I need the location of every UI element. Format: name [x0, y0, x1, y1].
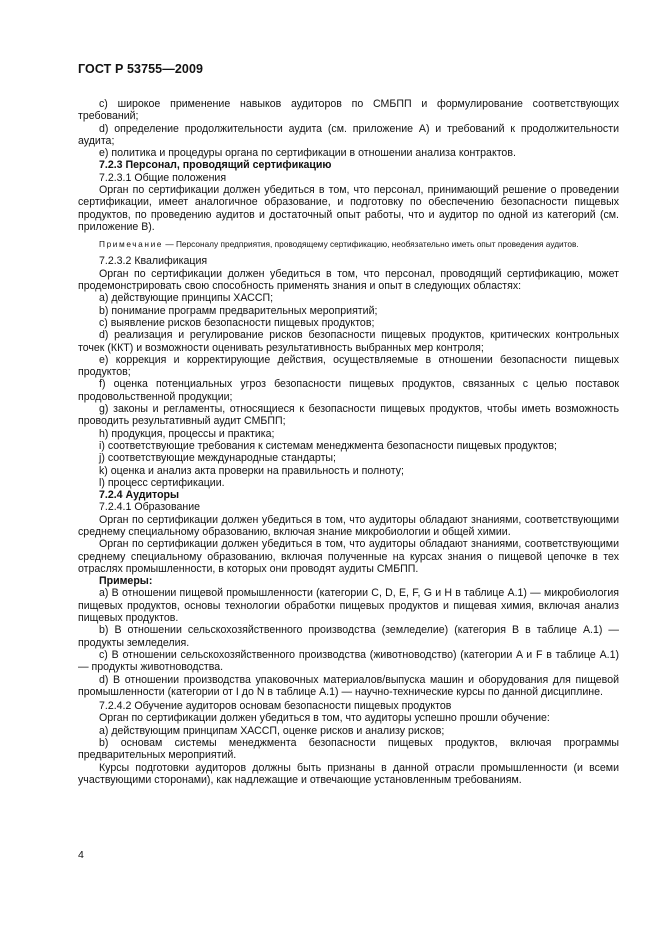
list-item: k) оценка и анализ акта проверки на правильность и полноту; [99, 464, 404, 477]
section-heading-7-2-3: 7.2.3 Персонал, проводящий сертификацию [99, 159, 332, 172]
note [78, 239, 619, 249]
paragraph: Курсы подготовки аудиторов должны быть признаны в данной отрасли промышленности (и всеми участвующими сторонами), как надлежащие и отвечающие установленным требованиям. [78, 761, 619, 786]
list-item: a) действующим принципам ХАССП, оценке рисков и анализу рисков; [99, 724, 445, 737]
subsection-heading-7-2-3-1: 7.2.3.1 Общие положения [99, 171, 227, 184]
paragraph: c) широкое применение навыков аудиторов по СМБПП и формулирование соответствующих требований; [78, 98, 619, 123]
page-content [78, 98, 619, 786]
example-item: c) В отношении сельскохозяйственного производства (животноводство) (категории A и F в таблице А.1) — продукты животноводства. [78, 648, 619, 674]
subsection-heading-7-2-3-2: 7.2.3.2 Квалификация [99, 255, 208, 268]
example-item: b) В отношении сельскохозяйственного производства (земледелие) (категория В в таблице А.1) — продукты земледелия. [78, 624, 619, 649]
list-item: l) процесс сертификации. [99, 476, 225, 489]
examples-label: Примеры: [99, 575, 153, 588]
list-item: b) основам системы менеджмента безопасности пищевых продуктов, включая программы предварительных мероприятий. [78, 737, 619, 762]
list-item: h) продукция, процессы и практика; [99, 427, 275, 440]
section-heading-7-2-4: 7.2.4 Аудиторы [99, 489, 180, 502]
list-item: e) коррекция и корректирующие действия, осуществляемые в отношении безопасности пищевых продуктов; [78, 353, 619, 379]
example-item: d) В отношении производства упаковочных материалов/выпуска машин и оборудования для пищевой промышленности (категории от I до N в таблице А.1) — научно-технические курсы по данной дисциплине. [78, 673, 619, 698]
note-label: Примечание [99, 239, 164, 250]
paragraph: e) политика и процедуры органа по сертификации в отношении анализа контрактов. [99, 147, 516, 160]
document-header: ГОСТ Р 53755—2009 [78, 62, 204, 76]
list-item: j) соответствующие международные стандарты; [99, 452, 336, 465]
list-item: i) соответствующие требования к системам менеджмента безопасности пищевых продуктов; [99, 439, 557, 452]
list-item: b) понимание программ предварительных мероприятий; [99, 304, 378, 317]
paragraph: Орган по сертификации должен убедиться в том, что аудиторы обладают знаниями, соответствующими среднему специальному образованию, включая знание микробиологии и общей химии. [78, 513, 619, 538]
paragraph: Орган по сертификации должен убедиться в том, что персонал, проводящий сертификацию, может продемонстрировать свою способность применять знания и опыт в следующих областях: [78, 267, 619, 293]
paragraph: Орган по сертификации должен убедиться в том, что аудиторы обладают знаниями, соответствующими среднему специальному образованию, включая полученные на курсах знания о пищевой цепочке в тех отраслях промышленности, в которых они проводят аудиты СМБПП. [78, 538, 619, 575]
subsection-heading-7-2-4-1: 7.2.4.1 Образование [99, 501, 201, 514]
subsection-heading-7-2-4-2: 7.2.4.2 Обучение аудиторов основам безопасности пищевых продуктов [99, 700, 452, 713]
list-item: g) законы и регламенты, относящиеся к безопасности пищевых продуктов, чтобы иметь возможность проводить результативный аудит СМБПП; [78, 403, 619, 428]
page-number: 4 [78, 849, 84, 861]
paragraph: d) определение продолжительности аудита (см. приложение А) и требований к продолжительности аудита; [78, 122, 619, 147]
note-text: — Персоналу предприятия, проводящему сертификацию, необязательно иметь опыт проведения аудитов. [163, 239, 579, 250]
paragraph: Орган по сертификации должен убедиться в том, что персонал, принимающий решение о проведении сертификации, имеет аналогичное образование, и подготовку по обеспечению безопасности пищевых продуктов, по проведению аудитов и достаточный опыт работы, что и аудитор по одной из категорий (см. приложение В). [78, 184, 619, 233]
list-item: d) реализация и регулирование рисков безопасности пищевых продуктов, критических контрольных точек (ККТ) и возможности оценивать результативность выбранных мер контроля; [78, 329, 619, 354]
paragraph: Орган по сертификации должен убедиться в том, что аудиторы успешно прошли обучение: [99, 712, 550, 725]
list-item: f) оценка потенциальных угроз безопасности пищевых продуктов, связанных с целью поставок продовольственной продукции; [78, 378, 619, 403]
example-item: a) В отношении пищевой промышленности (категории C, D, E, F, G и H в таблице А.1) — микробиология пищевых продуктов, основы технологии обработки пищевых продуктов и пищевая химия, включая анализ пищевых продуктов. [78, 587, 619, 625]
list-item: a) действующие принципы ХАССП; [99, 292, 274, 305]
list-item: c) выявление рисков безопасности пищевых продуктов; [99, 316, 375, 329]
